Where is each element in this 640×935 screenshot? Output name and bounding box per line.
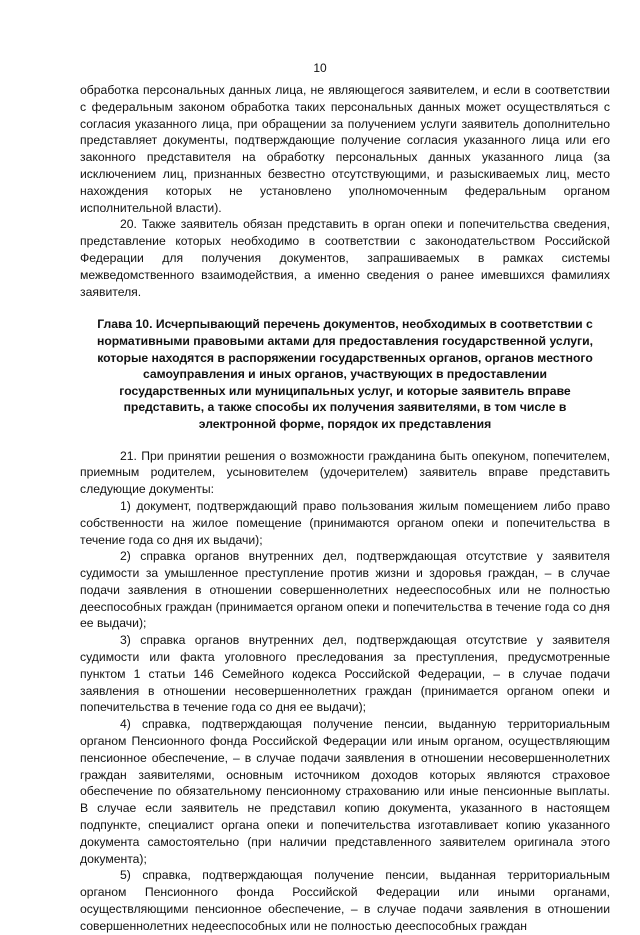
paragraph-20: 20. Также заявитель обязан представить в орган опеки и попечительства сведения, представление которых необходимо в соответствии с законодательством Российской Федерации для получения документов, запрашиваемых в рамках системы межведомственного взаимодействия, а именно сведения о ранее имевшихся фамилиях заявителя. [80,217,610,299]
list-item-3: 3) справка органов внутренних дел, подтверждающая отсутствие у заявителя судимости или факта уголовного преследования за преступления, предусмотренные пунктом 1 статьи 146 Семейного кодекса Российской Федерации, – в случае подачи заявления в отношении несовершеннолетних граждан (принимается органом опеки и попечительства в течение года со дня ее выдачи); [80,633,610,715]
chapter-heading: Глава 10. Исчерпывающий перечень документов, необходимых в соответствии с нормативными правовыми актами для предоставления государственной услуги, которые находятся в распоряжении государственных органов, органов местного самоуправления и иных органов, участвующих в предоставлении государственных или муниципальных услуг, и которые заявитель вправе представить, а также способы их получения заявителями, в том числе в электронной форме, порядок их представления [96,317,594,431]
list-item-5: 5) справка, подтверждающая получение пенсии, выданная территориальным органом Пенсионного фонда Российской Федерации или иными органами, осуществляющими пенсионное обеспечение, – в случае подачи заявления в отношении совершеннолетних недееспособных или не полностью дееспособных граждан [80,868,610,933]
list-item-4: 4) справка, подтверждающая получение пенсии, выданную территориальным органом Пенсионного фонда Российской Федерации или иным органом, осуществляющим пенсионное обеспечение, – в случае подачи заявления в отношении несовершеннолетних граждан заявителями, основным источником доходов которых являются страховое обеспечение по обязательному пенсионному страхованию или иные пенсионные выплаты. В случае если заявитель не представил копию документа, указанного в настоящем подпункте, специалист органа опеки и попечительства изготавливает копию указанного документа самостоятельно (при наличии представленного заявителем оригинала этого документа); [80,717,610,866]
list-item-2: 2) справка органов внутренних дел, подтверждающая отсутствие у заявителя судимости за умышленное преступление против жизни и здоровья граждан, – в случае подачи заявления в отношении совершеннолетних недееспособных или не полностью дееспособных граждан (принимается органом опеки и попечительства в течение года со дня ее выдачи); [80,549,610,631]
paragraph-continuation: обработка персональных данных лица, не являющегося заявителем, и если в соответствии с федеральным законом обработка таких персональных данных может осуществляться с согласия указанного лица, при обращении за получением услуги заявитель дополнительно представляет документы, подтверждающие получение согласия указанного лица или его законного представителя на обработку персональных данных указанного лица (за исключением лиц, признанных безвестно отсутствующими, и разыскиваемых лиц, место нахождения которых не установлено уполномоченным федеральным органом исполнительной власти). [80,83,610,215]
page-number: 10 [313,61,327,75]
paragraph-21: 21. При принятии решения о возможности гражданина быть опекуном, попечителем, приемным родителем, усыновителем (удочерителем) заявитель вправе представить следующие документы: [80,448,610,497]
document-body [80,82,610,935]
list-item-1: 1) документ, подтверждающий право пользования жилым помещением либо право собственности на жилое помещение (принимаются органом опеки и попечительства в течение года со дня их выдачи); [80,498,610,547]
